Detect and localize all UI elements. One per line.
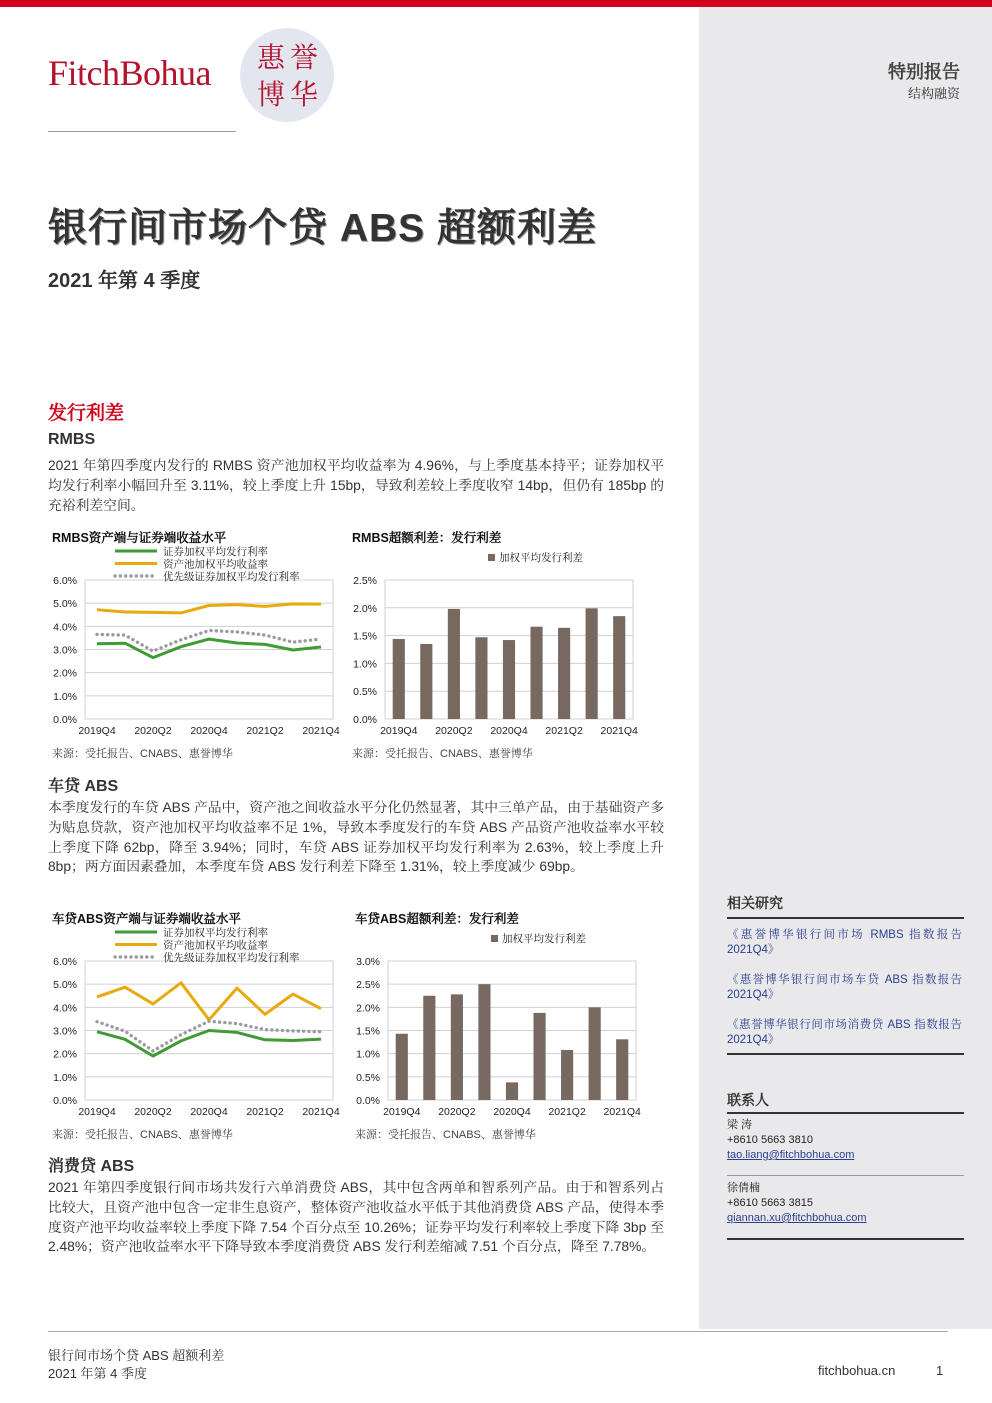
bar <box>396 1034 408 1100</box>
y-tick-label: 0.0% <box>53 1095 77 1107</box>
rmbs-paragraph: 2021 年第四季度内发行的 RMBS 资产池加权平均收益率为 4.96%，与上季度基本持平；证券加权平均发行利率小幅回升至 3.11%，较上季度上升 15bp，导致利差较上季度收窄 14bp，但仍有 185bp 的充裕利差空间。 <box>48 458 664 513</box>
bar <box>561 1050 573 1100</box>
y-tick-label: 0.0% <box>356 1095 380 1107</box>
x-tick-label: 2021Q2 <box>545 725 583 737</box>
y-tick-label: 5.0% <box>53 598 77 611</box>
x-tick-label: 2019Q4 <box>78 1106 116 1118</box>
logo-seal <box>240 28 334 122</box>
x-tick-label: 2021Q2 <box>246 725 284 737</box>
series-line <box>97 1021 321 1051</box>
y-tick-label: 1.5% <box>353 630 377 643</box>
section-heading: 发行利差 <box>48 403 125 424</box>
y-tick-label: 1.0% <box>53 1071 77 1084</box>
chart-title: 车贷ABS资产端与证券端收益水平 <box>52 912 241 926</box>
x-tick-label: 2020Q2 <box>134 725 172 737</box>
y-tick-label: 3.0% <box>53 644 77 657</box>
related-heading: 相关研究 <box>727 895 783 911</box>
legend-label: 优先级证券加权平均发行利率 <box>163 952 300 964</box>
y-tick-label: 0.0% <box>353 714 377 726</box>
logo-divider <box>48 131 236 132</box>
legend-label: 证券加权平均发行利率 <box>163 927 268 939</box>
x-tick-label: 2019Q4 <box>78 725 116 737</box>
y-tick-label: 2.0% <box>353 602 377 615</box>
consumer-heading: 消费贷 ABS <box>48 1158 135 1175</box>
bar <box>530 627 542 719</box>
related-divider <box>727 917 964 919</box>
footer-period: 2021 年第 4 季度 <box>48 1366 147 1381</box>
consumer-paragraph: 2021 年第四季度银行间市场共发行六单消费贷 ABS，其中包含两单和智系列产品。由于和智系列占比较大，且资产池中包含一定非生息资产，整体资产池收益水平低于其他消费贷 ABS 产品，使得本季度资产池平均收益率较上季度下降 7.54 个百分点至 10.26%；证券平均发行利率较上季度下降 3bp 至 2.48%；资产池收益率水平下降导致本季度消费贷 ABS 发行利差缩减 7.51 个百分点，降至 7.78%。 <box>48 1180 664 1255</box>
x-tick-label: 2020Q2 <box>438 1106 476 1118</box>
contact-phone: +8610 5663 3810 <box>727 1134 813 1146</box>
legend-swatch <box>491 935 498 942</box>
series-line <box>97 983 321 1020</box>
page-title: 银行间市场个贷 ABS 超额利差 <box>48 207 598 250</box>
bar <box>451 994 463 1100</box>
x-tick-label: 2021Q2 <box>246 1106 284 1118</box>
rmbs-heading: RMBS <box>48 431 96 448</box>
report-category: 结构融资 <box>907 86 960 101</box>
x-tick-label: 2020Q4 <box>493 1106 531 1118</box>
bar <box>448 609 460 719</box>
y-tick-label: 1.0% <box>356 1048 380 1061</box>
auto-yield-chart <box>40 921 350 1121</box>
related-link[interactable]: 《惠誉博华银行间市场消费贷 ABS 指数报告 2021Q4》 <box>727 1019 962 1046</box>
y-tick-label: 2.0% <box>356 1002 380 1015</box>
seal-char: 誉 <box>290 41 319 74</box>
y-tick-label: 4.0% <box>53 621 77 634</box>
contacts-heading: 联系人 <box>727 1092 769 1108</box>
chart-title: RMBS超额利差：发行利差 <box>352 531 502 545</box>
bar <box>478 984 490 1100</box>
x-tick-label: 2020Q2 <box>435 725 473 737</box>
legend-label: 加权平均发行利差 <box>499 552 583 564</box>
y-tick-label: 4.0% <box>53 1002 77 1015</box>
y-tick-label: 0.5% <box>356 1071 380 1084</box>
legend-label: 资产池加权平均收益率 <box>163 939 268 952</box>
y-tick-label: 1.5% <box>356 1025 380 1038</box>
x-tick-label: 2019Q4 <box>380 725 418 737</box>
bar <box>533 1013 545 1100</box>
page-number: 1 <box>936 1363 944 1378</box>
y-tick-label: 2.0% <box>53 1048 77 1061</box>
y-tick-label: 3.0% <box>53 1025 77 1038</box>
series-line <box>97 604 321 613</box>
contact-phone: +8610 5663 3815 <box>727 1197 813 1209</box>
series-line <box>97 639 321 658</box>
footer-site[interactable]: fitchbohua.cn <box>818 1363 896 1378</box>
y-tick-label: 1.0% <box>53 690 77 703</box>
chart-title: RMBS资产端与证券端收益水平 <box>52 531 227 545</box>
chart-source: 来源：受托报告、CNABS、惠誉博华 <box>355 1129 536 1141</box>
y-tick-label: 6.0% <box>53 575 77 587</box>
bar <box>616 1039 628 1100</box>
x-tick-label: 2021Q2 <box>548 1106 586 1118</box>
contact-card <box>727 1118 854 1163</box>
legend-label: 优先级证券加权平均发行利率 <box>163 571 300 583</box>
bar <box>558 628 570 719</box>
related-bottom-divider <box>727 1053 964 1055</box>
auto-spread-chart <box>343 921 653 1121</box>
footer-divider <box>48 1331 948 1332</box>
contact-name: 梁 涛 <box>727 1119 753 1131</box>
legend-label: 证券加权平均发行利率 <box>163 546 268 558</box>
seal-char: 华 <box>290 78 319 111</box>
y-tick-label: 2.5% <box>353 575 377 587</box>
x-tick-label: 2021Q4 <box>302 1106 340 1118</box>
contact-name: 徐倩楠 <box>727 1182 760 1194</box>
logo-wordmark: FitchBohua <box>48 53 211 93</box>
bar <box>475 637 487 719</box>
legend-label: 加权平均发行利差 <box>502 933 586 945</box>
y-tick-label: 1.0% <box>353 658 377 671</box>
y-tick-label: 5.0% <box>53 979 77 992</box>
y-tick-label: 6.0% <box>53 956 77 968</box>
chart-source: 来源：受托报告、CNABS、惠誉博华 <box>352 748 533 760</box>
x-tick-label: 2020Q4 <box>190 1106 228 1118</box>
y-tick-label: 0.0% <box>53 714 77 726</box>
related-link[interactable]: 《惠誉博华银行间市场车贷 ABS 指数报告 2021Q4》 <box>727 974 962 1001</box>
related-link[interactable]: 《惠誉博华银行间市场 RMBS 指数报告 2021Q4》 <box>727 929 962 956</box>
legend-label: 资产池加权平均收益率 <box>163 558 268 571</box>
y-tick-label: 3.0% <box>356 956 380 968</box>
bar <box>420 644 432 719</box>
bar <box>423 996 435 1100</box>
contacts-divider <box>727 1112 964 1114</box>
x-tick-label: 2021Q4 <box>603 1106 641 1118</box>
chart-source: 来源：受托报告、CNABS、惠誉博华 <box>52 1129 233 1141</box>
contact-separator <box>727 1175 964 1176</box>
rmbs-spread-chart <box>340 540 650 740</box>
y-tick-label: 2.5% <box>356 979 380 992</box>
bar <box>506 1082 518 1100</box>
x-tick-label: 2020Q4 <box>190 725 228 737</box>
contacts-bottom-divider <box>727 1238 964 1240</box>
y-tick-label: 0.5% <box>353 686 377 699</box>
y-tick-label: 2.0% <box>53 667 77 680</box>
x-tick-label: 2020Q2 <box>134 1106 172 1118</box>
bar <box>586 608 598 719</box>
bar <box>393 639 405 719</box>
contact-email[interactable]: qiannan.xu@fitchbohua.com <box>727 1212 867 1224</box>
report-type: 特别报告 <box>888 62 960 82</box>
contact-card <box>727 1181 867 1226</box>
x-tick-label: 2021Q4 <box>600 725 638 737</box>
bar <box>613 616 625 719</box>
chart-source: 来源：受托报告、CNABS、惠誉博华 <box>52 748 233 760</box>
x-tick-label: 2019Q4 <box>383 1106 421 1118</box>
bar <box>503 640 515 719</box>
rmbs-yield-chart <box>40 540 350 740</box>
legend-swatch <box>488 554 495 561</box>
x-tick-label: 2021Q4 <box>302 725 340 737</box>
auto-paragraph: 本季度发行的车贷 ABS 产品中，资产池之间收益水平分化仍然显著，其中三单产品，由于基础资产多为贴息贷款，资产池加权平均收益率不足 1%，导致本季度发行的车贷 ABS 产品资产池收益率水平较上季度下降 62bp，降至 3.94%；同时，车贷 ABS 证券加权平均发行利率为 2.63%，较上季度上升 8bp；两方面因素叠加，本季度车贷 ABS 发行利差下降至 1.31%，较上季度减少 69bp。 <box>48 800 664 875</box>
top-accent-bar <box>0 0 992 7</box>
auto-heading: 车贷 ABS <box>48 778 119 795</box>
seal-char: 惠 <box>257 41 286 74</box>
x-tick-label: 2020Q4 <box>490 725 528 737</box>
page-subtitle: 2021 年第 4 季度 <box>48 270 201 292</box>
footer-title: 银行间市场个贷 ABS 超额利差 <box>48 1348 225 1363</box>
contact-email[interactable]: tao.liang@fitchbohua.com <box>727 1149 855 1161</box>
seal-char: 博 <box>257 78 286 111</box>
chart-title: 车贷ABS超额利差：发行利差 <box>355 912 519 926</box>
bar <box>589 1007 601 1100</box>
